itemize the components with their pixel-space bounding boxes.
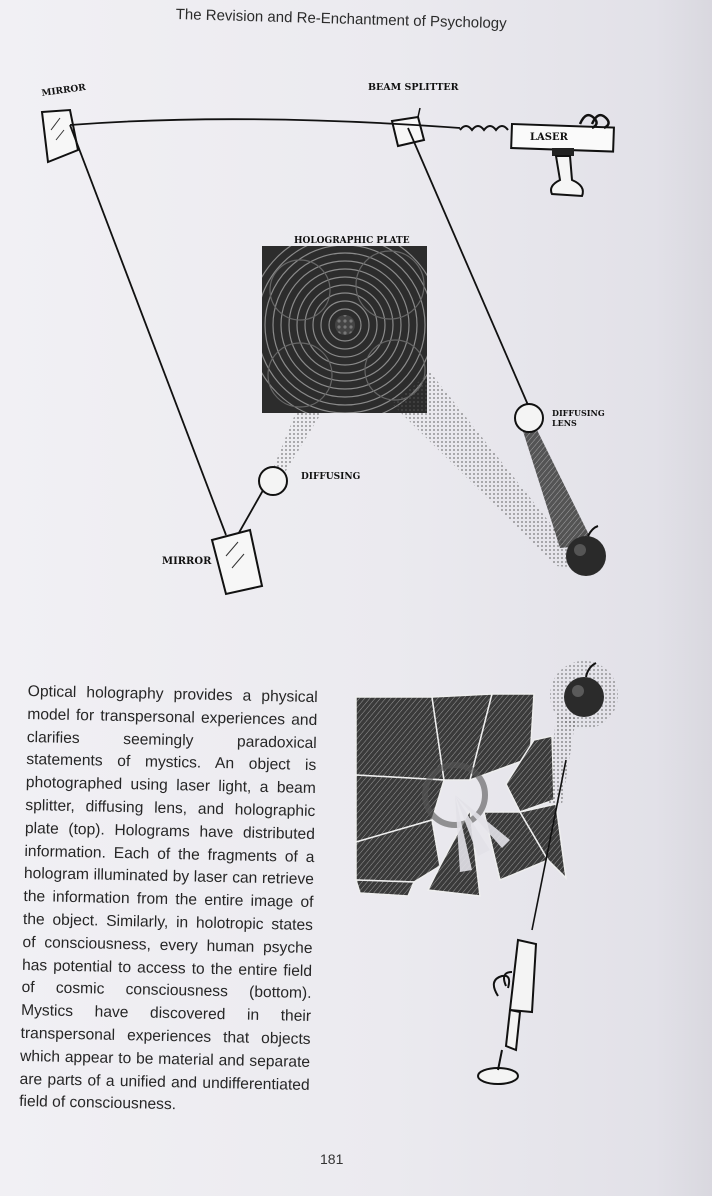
mirror-bottom (212, 530, 262, 594)
label-diffusing-lens-2: LENS (552, 418, 577, 428)
diffusing-lens-left (259, 467, 287, 495)
label-mirror-top: MIRROR (41, 82, 87, 99)
label-beam-splitter: BEAM SPLITTER (368, 82, 459, 93)
dotted-beam (548, 714, 576, 804)
label-mirror-bottom: MIRROR (162, 556, 212, 567)
laser-device (460, 115, 614, 196)
beam-splitter (392, 108, 424, 146)
label-holographic-plate: HOLOGRAPHIC PLATE (294, 236, 410, 246)
object-beam-cone (392, 372, 586, 568)
reference-beam-cone (270, 412, 322, 476)
figure-caption: Optical holography provides a physical model for transpersonal experiences and clarifies seemingly paradoxical statements of mystics. An object is photographed using laser light, a beam splitter, diffusing lens, and holographic plate (top). Holograms have distributed information. Each of the fragments of a hologram illuminated by laser can retrieve the information from the entire image of the object. Similarly, in holotropic states of consciousness, every human psyche has potential to access to the entire field of cosmic consciousness (bottom). Mystics have discovered in their transpersonal experiences that objects which appear to be material and separate are parts of a unified and undifferentiated field of consciousness. (19, 682, 318, 1114)
diffusing-lens-right (515, 404, 543, 432)
page-number: 181 (320, 1151, 344, 1167)
label-diffusing-lens-1: DIFFUSING (552, 408, 605, 418)
running-header: The Revision and Re-Enchantment of Psychology (175, 6, 507, 33)
label-diffusing: DIFFUSING (301, 472, 361, 482)
mirror-top (42, 110, 78, 162)
label-laser: LASER (530, 132, 568, 143)
